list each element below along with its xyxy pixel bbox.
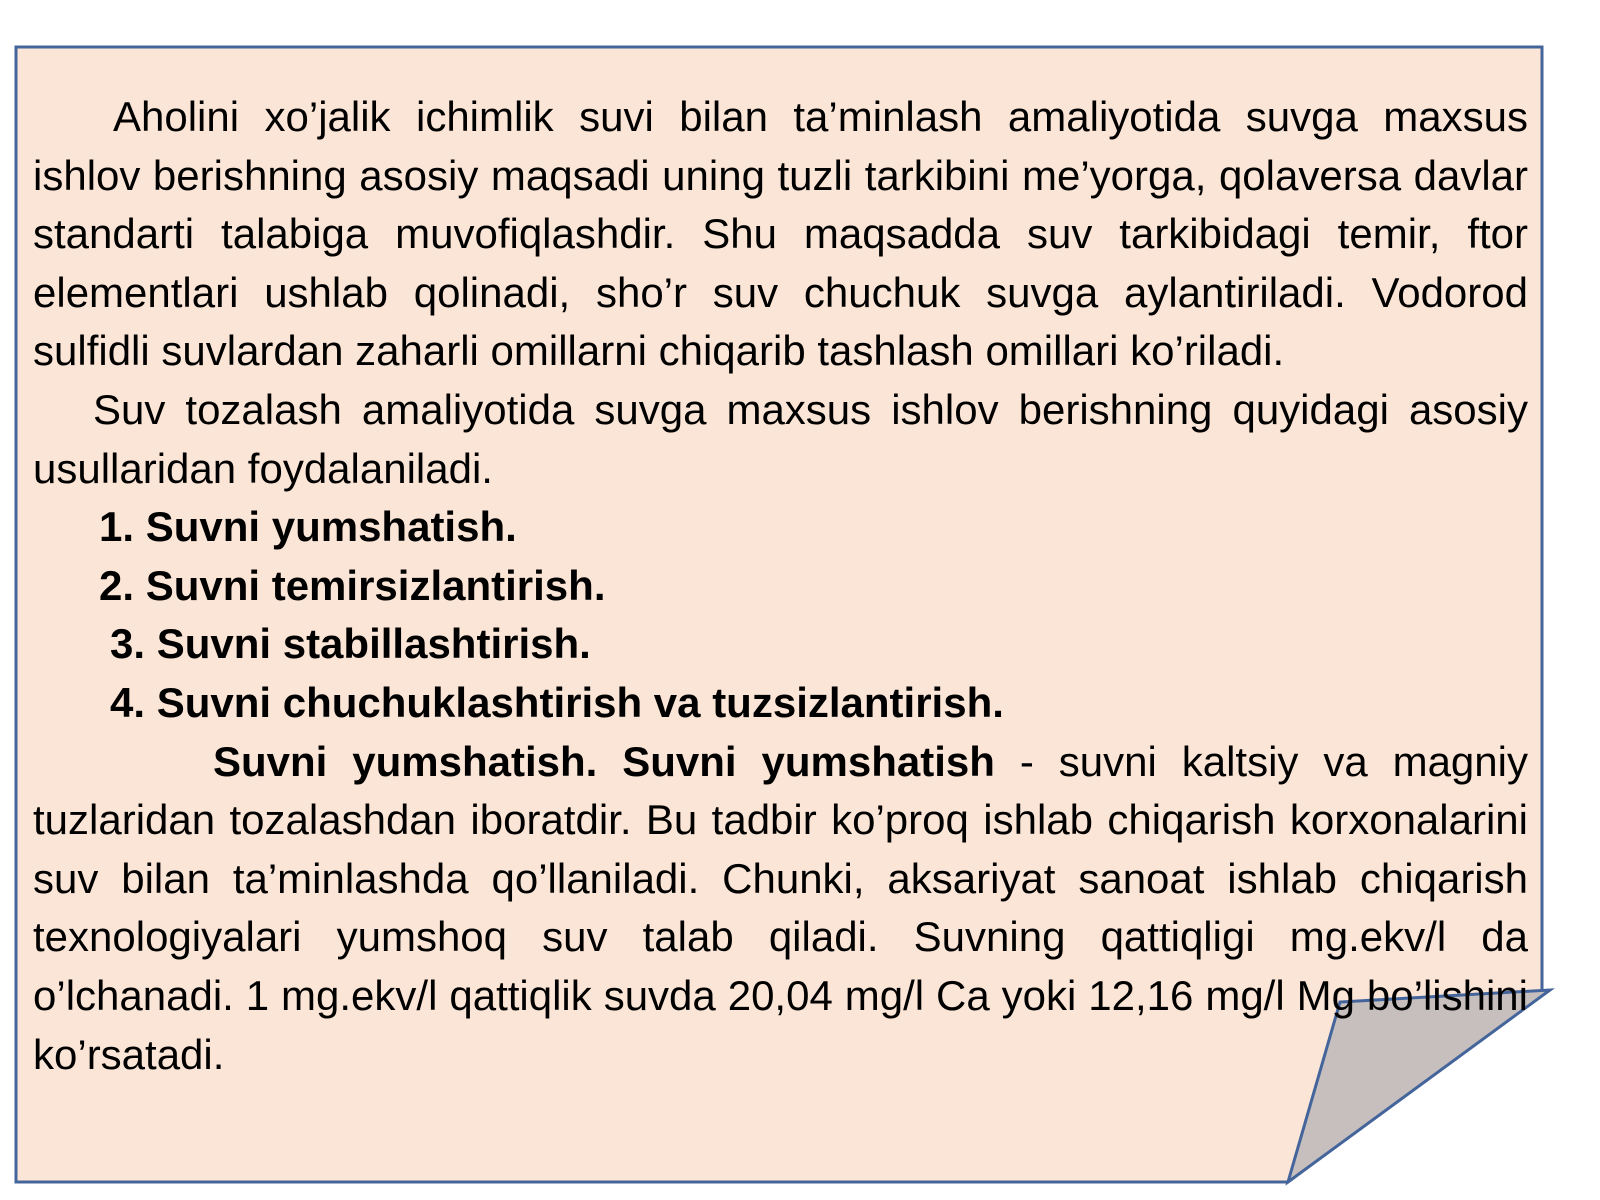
paragraph-intro: Aholini xo’jalik ichimlik suvi bilan ta’minlash amaliyotida suvga maxsus ishlov berishning asosiy maqsadi uning tuzli tarkibini me’yorga, qolaversa davlar standarti talabiga muvofiqlashdir. Shu maqsadda suv tarkibidagi temir, ftor elementlari ushlab qolinadi, sho’r suv chuchuk suvga aylantiriladi. Vodorod sulfidli suvlardan zaharli omillarni chiqarib tashlash omillari ko’riladi. bbox=[33, 93, 1528, 375]
document-text bbox=[33, 88, 1528, 1084]
paragraph-methods: Suv tozalash amaliyotida suvga maxsus ishlov berishning quyidagi asosiy usullaridan foydalaniladi. bbox=[33, 385, 1528, 492]
paragraph-softening-heading: Suvni yumshatish. Suvni yumshatish bbox=[213, 737, 995, 785]
paragraph-softening-body: - suvni kaltsiy va magniy tuzlaridan tozalashdan iboratdir. Bu tadbir ko’proq ishlab chiqarish korxonalarini suv bilan ta’minlashda qo’llaniladi. Chunki, aksariyat sanoat ishlab chiqarish texnologiyalari yumshoq suv talab qiladi. Suvning qattiqligi mg.ekv/l da o’lchanadi. 1 mg.ekv/l qattiqlik suvda 20,04 mg/l Ca yoki 12,16 mg/l Mg bo’lishini ko’rsatadi. bbox=[33, 737, 1528, 1078]
list-item-iron-removal: 2. Suvni temirsizlantirish. bbox=[99, 561, 606, 609]
list-item-desalination: 4. Suvni chuchuklashtirish va tuzsizlantirish. bbox=[110, 678, 1004, 726]
list-item-softening: 1. Suvni yumshatish. bbox=[99, 503, 517, 551]
list-item-stabilization: 3. Suvni stabillashtirish. bbox=[110, 620, 591, 668]
paragraph-softening bbox=[33, 733, 1528, 1085]
